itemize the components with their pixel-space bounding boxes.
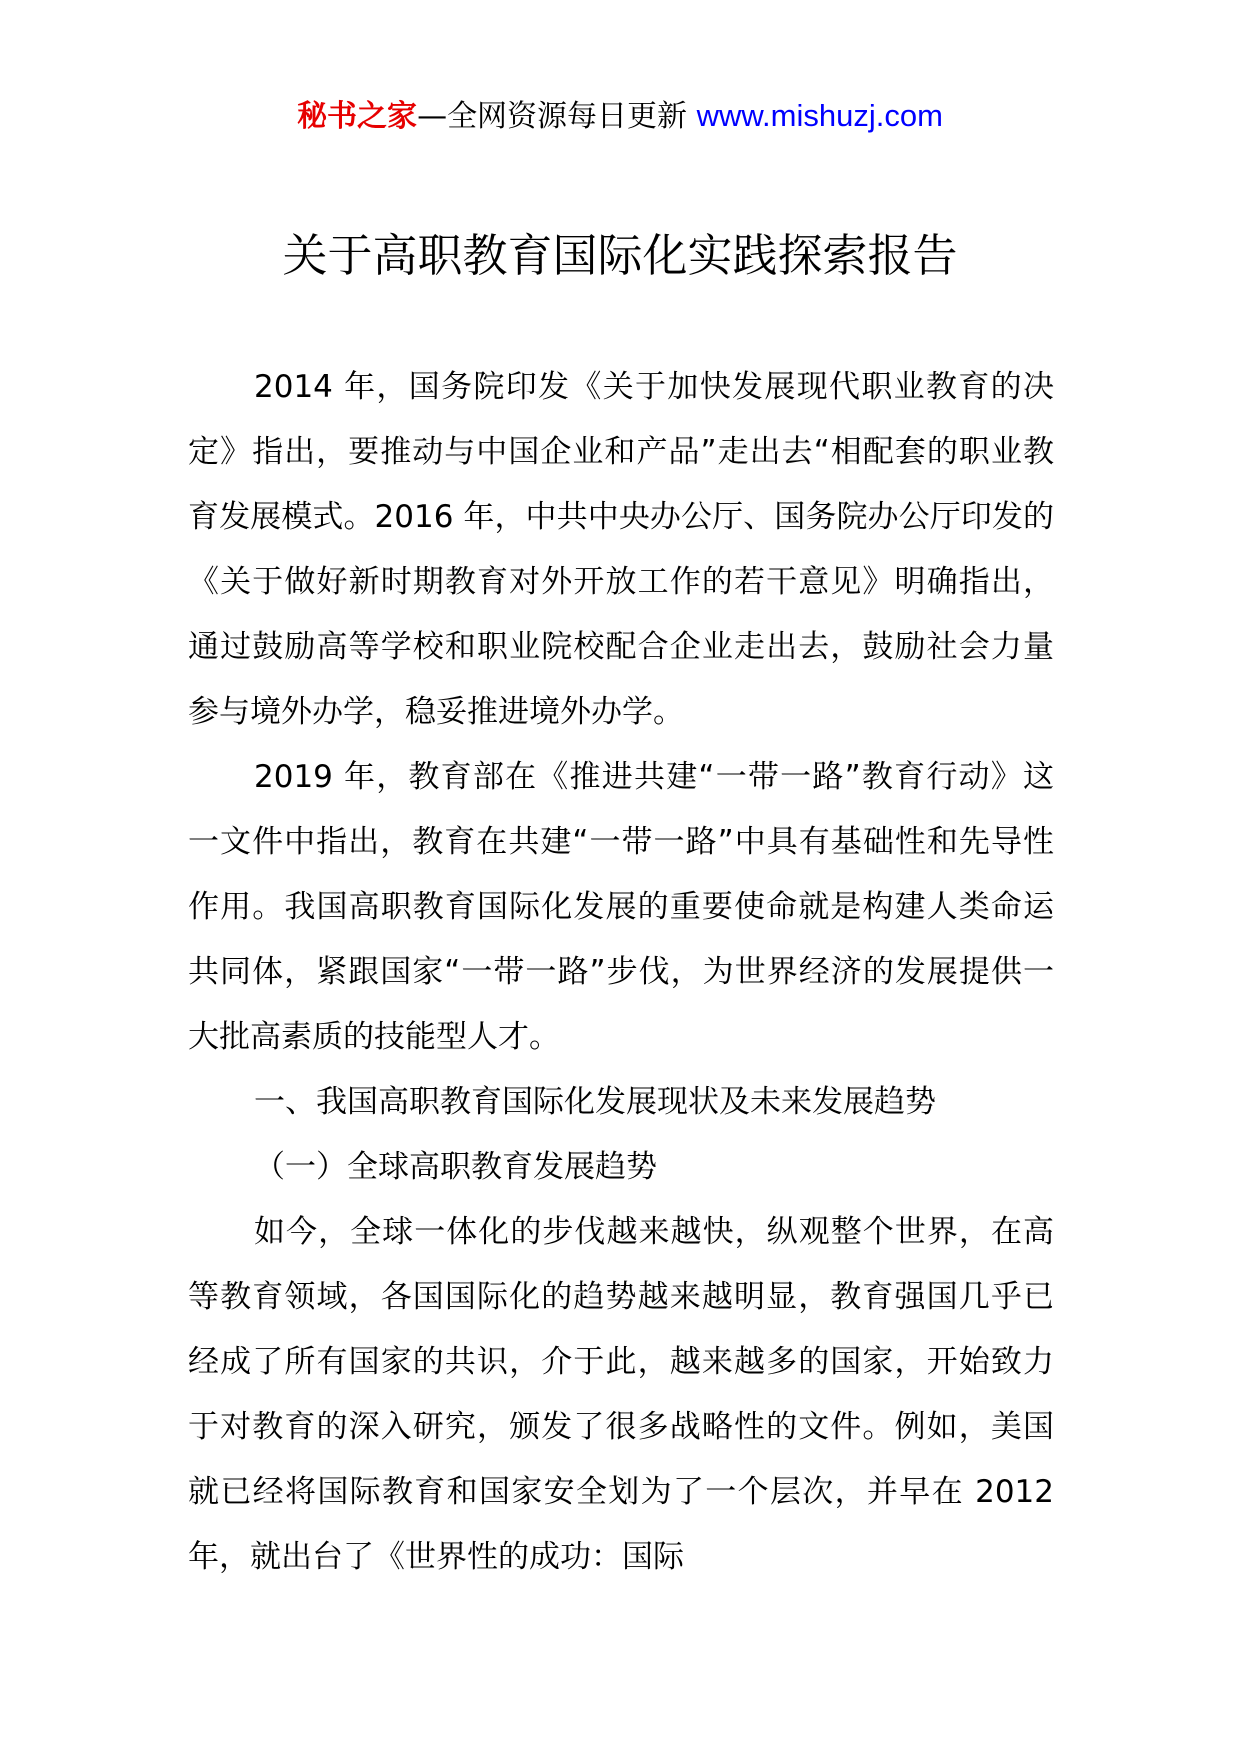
document-body	[188, 355, 1054, 1590]
paragraph-3: 如今，全球一体化的步伐越来越快，纵观整个世界，在高等教育领域，各国国际化的趋势越来越明显，教育强国几乎已经成了所有国家的共识，介于此，越来越多的国家，开始致力于对教育的深入研究，颁发了很多战略性的文件。例如，美国就已经将国际教育和国家安全划为了一个层次，并早在 2012 年，就出台了《世界性的成功：国际	[188, 1214, 1054, 1575]
paragraph-1: 2014 年，国务院印发《关于加快发展现代职业教育的决定》指出，要推动与中国企业和产品”走出去“相配套的职业教育发展模式。2016 年，中共中央办公厅、国务院办公厅印发的《关于做好新时期教育对外开放工作的若干意见》明确指出，通过鼓励高等学校和职业院校配合企业走出去，鼓励社会力量参与境外办学，稳妥推进境外办学。	[188, 369, 1054, 730]
site-url-link[interactable]: www.mishuzj.com	[696, 98, 943, 133]
brand-name: 秘书之家	[297, 99, 418, 134]
subsection-heading: （一）全球高职教育发展趋势	[254, 1149, 657, 1185]
header-slogan: —全网资源每日更新	[417, 99, 697, 134]
site-header	[0, 96, 1240, 137]
paragraph-2: 2019 年，教育部在《推进共建“一带一路”教育行动》这一文件中指出，教育在共建“一带一路”中具有基础性和先导性作用。我国高职教育国际化发展的重要使命就是构建人类命运共同体，紧跟国家“一带一路”步伐，为世界经济的发展提供一大批高素质的技能型人才。	[188, 759, 1054, 1055]
document-title: 关于高职教育国际化实践探索报告	[282, 229, 958, 282]
section-heading: 一、我国高职教育国际化发展现状及未来发展趋势	[254, 1084, 936, 1120]
